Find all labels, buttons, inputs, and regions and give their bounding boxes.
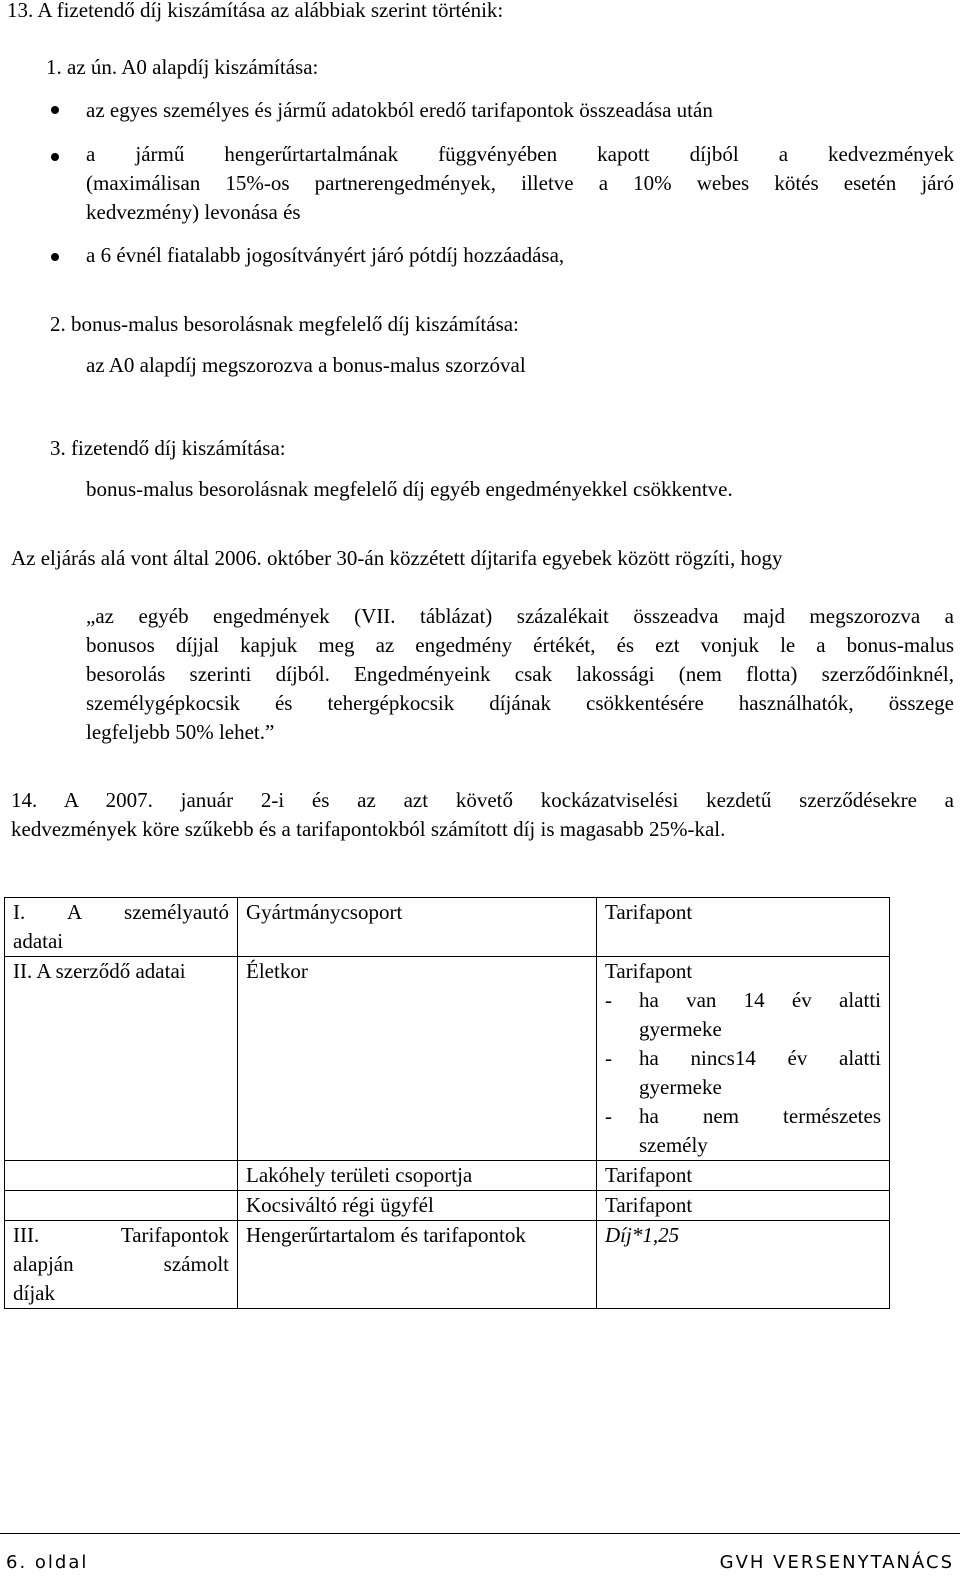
quote-line: besorolás szerinti díjból. Engedményeink csak lakossági (nem flotta) szerződőinknél, <box>86 662 954 686</box>
list-item <box>605 986 881 1044</box>
list-item-text <box>639 1044 881 1102</box>
dash-marker: - <box>605 988 612 1012</box>
list-item-text <box>639 1102 881 1160</box>
bullet-icon <box>51 153 59 161</box>
bullet-2-line: (maximálisan 15%-os partnerengedmények, illetve a 10% webes kötés esetén járó <box>86 171 954 195</box>
tariff-table <box>4 897 890 1309</box>
row-label-line: adatai <box>13 929 64 953</box>
table-cell: Díj*1,25 <box>597 1221 890 1309</box>
list-item-line: ha nincs14 év alatti <box>639 1046 881 1070</box>
table-cell: Hengerűrtartalom és tarifapontok <box>238 1221 597 1309</box>
list-item-line: gyermeke <box>639 1075 722 1099</box>
bullet-3-text: a 6 évnél fiatalabb jogosítványért járó pótdíj hozzáadása, <box>86 243 565 267</box>
row-label-line: III. Tarifapontok <box>13 1223 229 1247</box>
table-cell: II. A szerződő adatai <box>5 957 238 1161</box>
section-14-line: 14. A 2007. január 2-i és az azt követő kockázatviselési kezdetű szerződésekre a <box>11 788 954 812</box>
bullet-2-line: a jármű hengerűrtartalmának függvényében kapott díjból a kedvezmények <box>86 142 954 166</box>
table-cell: Életkor <box>238 957 597 1161</box>
page-number: 6. oldal <box>6 1552 89 1573</box>
bullet-2-text <box>86 140 954 227</box>
item-1-title: 1. az ún. A0 alapdíj kiszámítása: <box>46 55 319 79</box>
table-cell <box>597 957 890 1161</box>
dash-marker: - <box>605 1104 612 1128</box>
footer-organization: GVH VERSENYTANÁCS <box>719 1552 954 1573</box>
table-cell: Tarifapont <box>597 898 890 957</box>
table-row <box>5 1191 890 1221</box>
bullet-2-line: kedvezmény) levonása és <box>86 200 301 224</box>
footer-divider <box>0 1533 960 1534</box>
quote-line: személygépkocsik és tehergépkocsik díjának csökkentésére használhatók, összege <box>86 691 954 715</box>
dash-marker: - <box>605 1046 612 1070</box>
row-label-line: I. A személyautó <box>13 900 229 924</box>
table-cell <box>5 898 238 957</box>
item-2-title: 2. bonus-malus besorolásnak megfelelő díj kiszámítása: <box>50 312 519 336</box>
section-13-heading: 13. A fizetendő díj kiszámítása az alábbiak szerint történik: <box>7 0 504 22</box>
statement-text: Az eljárás alá vont által 2006. október 30-án közzétett díjtarifa egyebek között rögzíti, hogy <box>11 546 783 570</box>
bullet-icon <box>51 106 59 114</box>
table-row <box>5 898 890 957</box>
table-cell: Lakóhely területi csoportja <box>238 1161 597 1191</box>
table-cell <box>5 1191 238 1221</box>
table-cell <box>5 1221 238 1309</box>
list-item-text <box>639 986 881 1044</box>
item-3-text: bonus-malus besorolásnak megfelelő díj egyéb engedményekkel csökkentve. <box>86 477 733 501</box>
cell-text: Tarifapont <box>605 959 693 983</box>
table-cell: Kocsiváltó régi ügyfél <box>238 1191 597 1221</box>
row-label-line: alapján számolt <box>13 1252 229 1276</box>
list-item <box>605 1102 881 1160</box>
quote-line: bonusos díjjal kapjuk meg az engedmény értékét, és ezt vonjuk le a bonus-malus <box>86 633 954 657</box>
table-cell: Tarifapont <box>597 1161 890 1191</box>
bullet-icon <box>51 253 59 261</box>
bullet-1-text: az egyes személyes és jármű adatokból eredő tarifapontok összeadása után <box>86 98 713 122</box>
list-item <box>605 1044 881 1102</box>
list-item-line: személy <box>639 1133 708 1157</box>
table-row <box>5 1161 890 1191</box>
table-cell: Gyártmánycsoport <box>238 898 597 957</box>
table-cell <box>5 1161 238 1191</box>
item-2-text: az A0 alapdíj megszorozva a bonus-malus szorzóval <box>86 353 526 377</box>
list-item-line: ha van 14 év alatti <box>639 988 881 1012</box>
table-row <box>5 957 890 1161</box>
quote-line: „az egyéb engedmények (VII. táblázat) százalékait összeadva majd megszorozva a <box>86 604 954 628</box>
section-14-paragraph <box>11 786 954 844</box>
list-item-line: ha nem természetes <box>639 1104 881 1128</box>
quote-block <box>86 602 954 747</box>
item-3-title: 3. fizetendő díj kiszámítása: <box>50 436 286 460</box>
table-row <box>5 1221 890 1309</box>
list-item-line: gyermeke <box>639 1017 722 1041</box>
section-14-line: kedvezmények köre szűkebb és a tarifapontokból számított díj is magasabb 25%-kal. <box>11 817 726 841</box>
table-cell: Tarifapont <box>597 1191 890 1221</box>
quote-line: legfeljebb 50% lehet.” <box>86 720 275 744</box>
row-label-line: díjak <box>13 1281 55 1305</box>
